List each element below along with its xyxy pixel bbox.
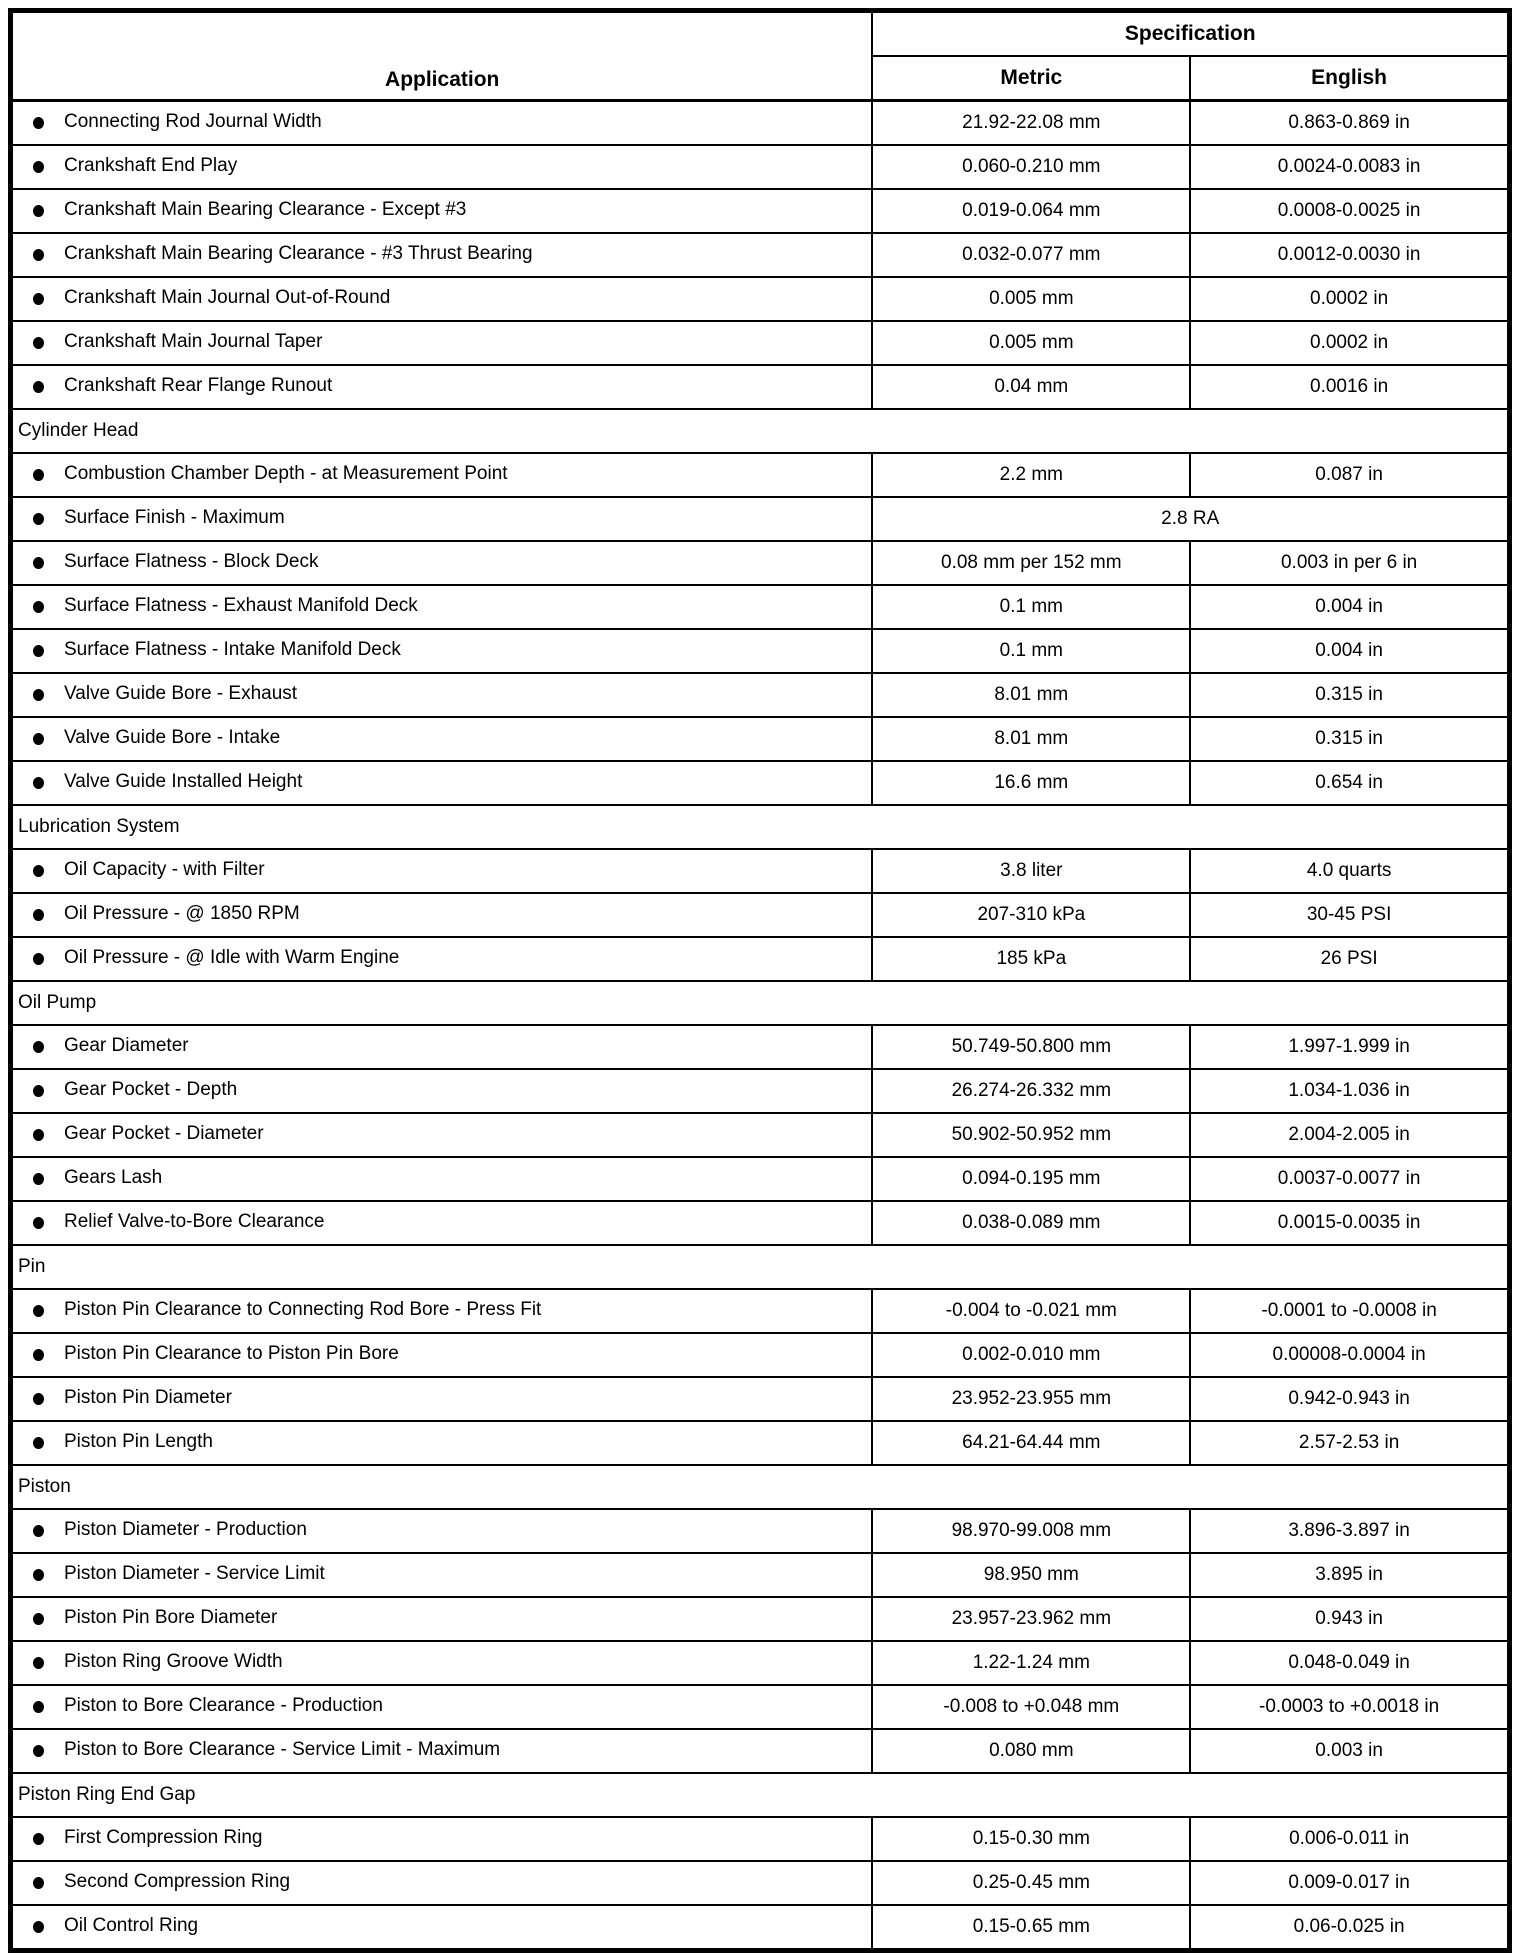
application-cell [11,1025,873,1069]
application-label: Valve Guide Bore - Exhaust [64,683,298,705]
document-page [8,8,1512,1953]
english-value-cell: 0.0015-0.0035 in [1190,1201,1509,1245]
bullet-icon [33,1701,44,1713]
application-label: Piston Pin Bore Diameter [64,1607,278,1629]
specifications-table [8,8,1512,1953]
application-label: Crankshaft Main Journal Out-of-Round [64,287,391,309]
english-value-cell: 0.315 in [1190,717,1509,761]
english-value-cell: 0.943 in [1190,1597,1509,1641]
application-cell [11,321,873,365]
bullet-icon [33,1921,44,1933]
table-row [11,321,1510,365]
application-label: Piston Pin Clearance to Connecting Rod Bore - Press Fit [64,1299,542,1321]
table-row [11,541,1510,585]
table-row [11,1157,1510,1201]
metric-value-cell: 0.005 mm [872,321,1190,365]
application-cell [11,717,873,761]
specification-column-header: Specification [872,11,1509,57]
application-cell [11,1729,873,1773]
application-cell [11,1817,873,1861]
english-value-cell: 0.0008-0.0025 in [1190,189,1509,233]
english-value-cell: 0.0024-0.0083 in [1190,145,1509,189]
english-value-cell: 0.0016 in [1190,365,1509,409]
english-value-cell: 0.0012-0.0030 in [1190,233,1509,277]
metric-value-cell: 26.274-26.332 mm [872,1069,1190,1113]
table-row [11,145,1510,189]
application-label: Oil Capacity - with Filter [64,859,265,881]
metric-value-cell: 50.902-50.952 mm [872,1113,1190,1157]
table-row [11,1421,1510,1465]
table-row [11,1201,1510,1245]
metric-value-cell: 0.019-0.064 mm [872,189,1190,233]
application-cell [11,673,873,717]
application-label: Crankshaft Main Bearing Clearance - #3 Thrust Bearing [64,243,533,265]
english-value-cell: 0.004 in [1190,629,1509,673]
english-value-cell: 2.004-2.005 in [1190,1113,1509,1157]
english-value-cell: 30-45 PSI [1190,893,1509,937]
application-cell [11,497,873,541]
section-row [11,1245,1510,1289]
application-cell [11,1421,873,1465]
bullet-icon [33,1129,44,1141]
application-label: Connecting Rod Journal Width [64,111,322,133]
spec-table-body [11,101,1510,1951]
bullet-icon [33,469,44,481]
table-row [11,717,1510,761]
metric-value-cell: 0.15-0.30 mm [872,1817,1190,1861]
bullet-icon [33,1085,44,1097]
application-label: First Compression Ring [64,1827,263,1849]
application-cell [11,189,873,233]
table-row [11,1069,1510,1113]
bullet-icon [33,689,44,701]
metric-value-cell: 0.038-0.089 mm [872,1201,1190,1245]
application-cell [11,937,873,981]
bullet-icon [33,1525,44,1537]
application-label: Second Compression Ring [64,1871,291,1893]
table-row [11,1597,1510,1641]
bullet-icon [33,777,44,789]
english-value-cell: 0.087 in [1190,453,1509,497]
bullet-icon [33,1657,44,1669]
application-cell [11,101,873,146]
application-cell [11,1905,873,1951]
application-label: Oil Pressure - @ Idle with Warm Engine [64,947,400,969]
english-value-cell: 4.0 quarts [1190,849,1509,893]
english-value-cell: 0.06-0.025 in [1190,1905,1509,1951]
application-label: Gears Lash [64,1167,163,1189]
application-cell [11,453,873,497]
bullet-icon [33,733,44,745]
bullet-icon [33,293,44,305]
section-label: Lubrication System [11,805,1510,849]
metric-value-cell: 23.952-23.955 mm [872,1377,1190,1421]
table-row [11,1289,1510,1333]
bullet-icon [33,1173,44,1185]
table-row [11,1377,1510,1421]
bullet-icon [33,909,44,921]
application-cell [11,1157,873,1201]
bullet-icon [33,1393,44,1405]
english-value-cell: 1.997-1.999 in [1190,1025,1509,1069]
metric-value-cell: 0.032-0.077 mm [872,233,1190,277]
metric-value-cell: 0.1 mm [872,585,1190,629]
application-cell [11,1333,873,1377]
section-row [11,981,1510,1025]
table-row [11,673,1510,717]
application-label: Gear Diameter [64,1035,189,1057]
spanned-value-cell: 2.8 RA [872,497,1509,541]
bullet-icon [33,1305,44,1317]
english-value-cell: 26 PSI [1190,937,1509,981]
metric-value-cell: 207-310 kPa [872,893,1190,937]
table-row [11,101,1510,146]
table-row [11,1333,1510,1377]
english-value-cell: 2.57-2.53 in [1190,1421,1509,1465]
application-cell [11,277,873,321]
english-value-cell: 0.048-0.049 in [1190,1641,1509,1685]
bullet-icon [33,601,44,613]
application-label: Piston Pin Diameter [64,1387,232,1409]
application-label: Crankshaft Main Journal Taper [64,331,323,353]
english-value-cell: 0.003 in per 6 in [1190,541,1509,585]
metric-value-cell: 64.21-64.44 mm [872,1421,1190,1465]
english-value-cell: 0.003 in [1190,1729,1509,1773]
table-row [11,761,1510,805]
bullet-icon [33,1833,44,1845]
application-cell [11,1201,873,1245]
application-label: Piston Diameter - Production [64,1519,307,1541]
bullet-icon [33,1437,44,1449]
table-row [11,1025,1510,1069]
application-label: Surface Flatness - Block Deck [64,551,319,573]
metric-value-cell: 8.01 mm [872,717,1190,761]
application-label: Crankshaft Rear Flange Runout [64,375,333,397]
bullet-icon [33,1745,44,1757]
english-value-cell: 0.942-0.943 in [1190,1377,1509,1421]
metric-value-cell: 0.1 mm [872,629,1190,673]
table-row [11,937,1510,981]
metric-value-cell: 23.957-23.962 mm [872,1597,1190,1641]
application-label: Piston Pin Length [64,1431,213,1453]
english-value-cell: 0.315 in [1190,673,1509,717]
table-row [11,893,1510,937]
application-cell [11,585,873,629]
english-column-header: English [1190,56,1509,101]
application-cell [11,1685,873,1729]
application-label: Piston Diameter - Service Limit [64,1563,325,1585]
table-row [11,849,1510,893]
application-cell [11,1641,873,1685]
bullet-icon [33,865,44,877]
metric-value-cell: 21.92-22.08 mm [872,101,1190,146]
english-value-cell: 3.895 in [1190,1553,1509,1597]
section-label: Piston [11,1465,1510,1509]
english-value-cell: -0.0003 to +0.0018 in [1190,1685,1509,1729]
table-row [11,1685,1510,1729]
english-value-cell: 0.009-0.017 in [1190,1861,1509,1905]
english-value-cell: 0.004 in [1190,585,1509,629]
metric-value-cell: 2.2 mm [872,453,1190,497]
application-label: Valve Guide Bore - Intake [64,727,281,749]
application-label: Piston to Bore Clearance - Service Limit - Maximum [64,1739,501,1761]
table-row [11,277,1510,321]
bullet-icon [33,1217,44,1229]
bullet-icon [33,1877,44,1889]
application-label: Crankshaft Main Bearing Clearance - Except #3 [64,199,467,221]
application-cell [11,1509,873,1553]
application-label: Oil Control Ring [64,1915,199,1937]
application-cell [11,1113,873,1157]
application-cell [11,1553,873,1597]
metric-value-cell: 0.005 mm [872,277,1190,321]
table-row [11,1509,1510,1553]
table-row [11,1729,1510,1773]
header-row-specification [11,11,1510,57]
table-row [11,189,1510,233]
bullet-icon [33,1569,44,1581]
table-row [11,365,1510,409]
bullet-icon [33,337,44,349]
table-row [11,629,1510,673]
section-row [11,805,1510,849]
application-cell [11,893,873,937]
english-value-cell: 0.0002 in [1190,277,1509,321]
application-label: Surface Flatness - Intake Manifold Deck [64,639,401,661]
bullet-icon [33,1041,44,1053]
section-label: Piston Ring End Gap [11,1773,1510,1817]
english-value-cell: -0.0001 to -0.0008 in [1190,1289,1509,1333]
application-label: Oil Pressure - @ 1850 RPM [64,903,300,925]
metric-value-cell: 3.8 liter [872,849,1190,893]
metric-value-cell: 0.15-0.65 mm [872,1905,1190,1951]
metric-value-cell: 98.970-99.008 mm [872,1509,1190,1553]
table-row [11,1641,1510,1685]
application-cell [11,541,873,585]
application-label: Gear Pocket - Depth [64,1079,238,1101]
bullet-icon [33,381,44,393]
table-row [11,453,1510,497]
application-cell [11,365,873,409]
metric-value-cell: 8.01 mm [872,673,1190,717]
section-row [11,409,1510,453]
metric-value-cell: -0.008 to +0.048 mm [872,1685,1190,1729]
english-value-cell: 0.006-0.011 in [1190,1817,1509,1861]
bullet-icon [33,513,44,525]
table-row [11,1817,1510,1861]
application-label: Relief Valve-to-Bore Clearance [64,1211,325,1233]
application-label: Gear Pocket - Diameter [64,1123,264,1145]
application-cell [11,1861,873,1905]
application-cell [11,1069,873,1113]
application-cell [11,1377,873,1421]
application-label: Crankshaft End Play [64,155,238,177]
application-cell [11,849,873,893]
english-value-cell: 0.654 in [1190,761,1509,805]
metric-value-cell: 0.060-0.210 mm [872,145,1190,189]
application-label: Valve Guide Installed Height [64,771,303,793]
bullet-icon [33,557,44,569]
english-value-cell: 0.863-0.869 in [1190,101,1509,146]
english-value-cell: 0.0002 in [1190,321,1509,365]
table-row [11,497,1510,541]
application-cell [11,233,873,277]
metric-value-cell: 0.04 mm [872,365,1190,409]
english-value-cell: 0.0037-0.0077 in [1190,1157,1509,1201]
bullet-icon [33,1349,44,1361]
metric-value-cell: 16.6 mm [872,761,1190,805]
metric-column-header: Metric [872,56,1190,101]
bullet-icon [33,161,44,173]
metric-value-cell: 0.08 mm per 152 mm [872,541,1190,585]
application-cell [11,1597,873,1641]
section-label: Pin [11,1245,1510,1289]
application-label: Surface Flatness - Exhaust Manifold Deck [64,595,418,617]
metric-value-cell: 1.22-1.24 mm [872,1641,1190,1685]
metric-value-cell: 98.950 mm [872,1553,1190,1597]
table-row [11,1861,1510,1905]
metric-value-cell: 0.002-0.010 mm [872,1333,1190,1377]
application-label: Combustion Chamber Depth - at Measurement Point [64,463,508,485]
application-label: Piston Pin Clearance to Piston Pin Bore [64,1343,399,1365]
section-label: Oil Pump [11,981,1510,1025]
table-row [11,585,1510,629]
bullet-icon [33,953,44,965]
metric-value-cell: 0.094-0.195 mm [872,1157,1190,1201]
application-cell [11,629,873,673]
application-cell [11,761,873,805]
metric-value-cell: 0.25-0.45 mm [872,1861,1190,1905]
english-value-cell: 1.034-1.036 in [1190,1069,1509,1113]
application-label: Piston to Bore Clearance - Production [64,1695,383,1717]
table-row [11,1553,1510,1597]
bullet-icon [33,117,44,129]
table-row [11,233,1510,277]
bullet-icon [33,1613,44,1625]
section-row [11,1465,1510,1509]
application-label: Piston Ring Groove Width [64,1651,283,1673]
section-label: Cylinder Head [11,409,1510,453]
metric-value-cell: 0.080 mm [872,1729,1190,1773]
section-row [11,1773,1510,1817]
table-row [11,1905,1510,1951]
bullet-icon [33,249,44,261]
english-value-cell: 0.00008-0.0004 in [1190,1333,1509,1377]
application-cell [11,145,873,189]
application-column-header: Application [11,11,873,101]
application-label: Surface Finish - Maximum [64,507,285,529]
metric-value-cell: -0.004 to -0.021 mm [872,1289,1190,1333]
metric-value-cell: 185 kPa [872,937,1190,981]
bullet-icon [33,645,44,657]
application-cell [11,1289,873,1333]
bullet-icon [33,205,44,217]
metric-value-cell: 50.749-50.800 mm [872,1025,1190,1069]
table-row [11,1113,1510,1157]
english-value-cell: 3.896-3.897 in [1190,1509,1509,1553]
table-header [11,11,1510,101]
